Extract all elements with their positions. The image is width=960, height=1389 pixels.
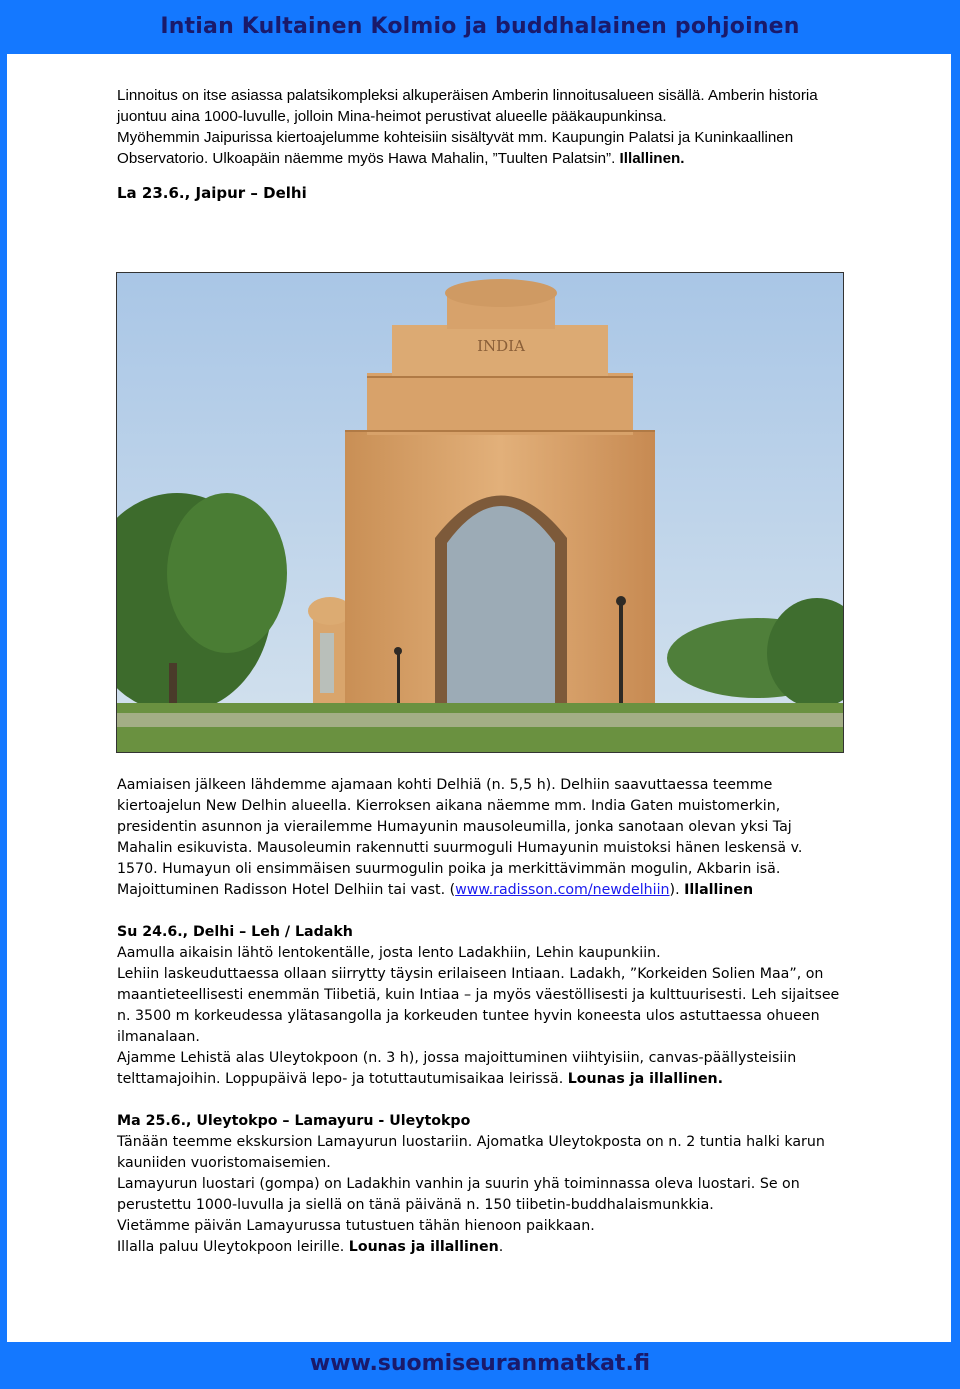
road xyxy=(117,713,843,727)
india-gate-illustration xyxy=(117,273,843,752)
hotel-text: Majoittuminen Radisson Hotel Delhiin tai vast. ( xyxy=(117,882,456,898)
day-2-meals: Lounas ja illallinen. xyxy=(567,1071,724,1087)
day-heading-25-6: Ma 25.6., Uleytokpo – Lamayuru - Uleytokpo xyxy=(117,1113,471,1129)
india-gate-photo xyxy=(116,272,844,753)
intro-section xyxy=(117,85,847,204)
intro-paragraph-2-text: Myöhemmin Jaipurissa kiertoajelumme kohteisiin sisältyvät mm. Kaupungin Palatsi ja Kuninkaallinen Observatorio. Ulkoapäin näemme myös Hawa Mahalin, ”Tuulten Palatsin”. xyxy=(117,129,794,167)
day-2-paragraph-3-text: Ajamme Lehistä alas Uleytokpoon (n. 3 h), jossa majoittuminen viihtyisiin, canvas-päällysteisiin telttamajoihin. Loppupäivä lepo- ja totuttautumisaikaa leirissä. xyxy=(117,1050,797,1087)
spacer xyxy=(117,169,847,183)
day-1-paragraph-2 xyxy=(117,880,847,901)
hotel-text-end: ). xyxy=(669,882,680,898)
day-2-paragraph-3 xyxy=(117,1048,847,1090)
footer-url[interactable]: www.suomiseuranmatkat.fi xyxy=(309,1351,651,1376)
day-1-paragraph-1: Aamiaisen jälkeen lähdemme ajamaan kohti Delhiä (n. 5,5 h). Delhiin saavuttaessa teemme kiertoajelun New Delhin alueella. Kierroksen aikana näemme mm. India Gaten muistomerkin, presidentin asunnon ja vierailemme Humayunin mausoleumilla, jonka sanotaan olevan yksi Taj Mahalin esikuvista. Mausoleumin rakennutti suurmoguli Humayunin muistoksi hänen leskensä v. 1570. Humayun oli ensimmäisen suurmogulin poika ja merkittävimmän mogulin, Akbarin isä. xyxy=(117,777,803,877)
day-2-paragraph-1: Aamulla aikaisin lähtö lentokentälle, josta lento Ladakhiin, Lehin kaupunkiin. xyxy=(117,945,661,961)
day-3-paragraph-2: Lamayurun luostari (gompa) on Ladakhin vanhin ja suurin yhä toiminnassa oleva luostari. Se on perustettu 1000-luvulla ja siellä on tänä päivänä n. 150 tiibetin-buddhalaismunkkia. xyxy=(117,1176,800,1213)
document-title: Intian Kultainen Kolmio ja buddhalainen pohjoinen xyxy=(160,14,800,39)
lawn xyxy=(117,703,843,752)
day-3-paragraph-1: Tänään teemme ekskursion Lamayurun luostariin. Ajomatka Uleytokposta on n. 2 tuntia halki karun kauniiden vuoristomaisemien. xyxy=(117,1134,825,1171)
intro-dinner: Illallinen. xyxy=(619,150,685,167)
page-footer xyxy=(0,1342,960,1389)
day-2-paragraph-2: Lehiin laskeuduttaessa ollaan siirrytty täysin erilaiseen Intiaan. Ladakh, ”Korkeiden Solien Maa”, on maantieteellisesti enemmän Tiibetiä, kuin Intiaa – ja myös väestöllisesti ja kulttuurisesti. Leh sijaitsee n. 3500 m korkeudessa ylätasangolla ja korkeuden tuntee hyvin koneesta ulos astuttaessa ohueen ilmanalaan. xyxy=(117,966,840,1045)
day-1-dinner: Illallinen xyxy=(684,882,754,898)
spacer xyxy=(117,1090,847,1111)
itinerary-content xyxy=(117,775,847,1258)
day-3-paragraph-4-text: Illalla paluu Uleytokpoon leirille. xyxy=(117,1239,345,1255)
day-heading-24-6: Su 24.6., Delhi – Leh / Ladakh xyxy=(117,924,353,940)
day-3-paragraph-4 xyxy=(117,1237,847,1258)
intro-paragraph-2 xyxy=(117,127,847,169)
day-3-meals: Lounas ja illallinen xyxy=(348,1239,499,1255)
intro-paragraph-1: Linnoitus on itse asiassa palatsikompleksi alkuperäisen Amberin linnoitusalueen sisällä. Amberin historia juontuu aina 1000-luvulle, jolloin Mina-heimot perustivat alueelle pääkaupunkinsa. xyxy=(117,87,818,125)
day-3-paragraph-3: Vietämme päivän Lamayurussa tutustuen tähän hienoon paikkaan. xyxy=(117,1218,595,1234)
document-content xyxy=(117,85,847,204)
day-heading-23-6: La 23.6., Jaipur – Delhi xyxy=(117,184,307,202)
day-1-section xyxy=(117,775,847,1258)
radisson-link[interactable]: www.radisson.com/newdelhiin xyxy=(455,882,670,898)
day-3-period: . xyxy=(498,1239,504,1255)
page-header xyxy=(0,0,960,56)
gate-inscription: INDIA xyxy=(477,337,525,355)
spacer xyxy=(117,901,847,922)
